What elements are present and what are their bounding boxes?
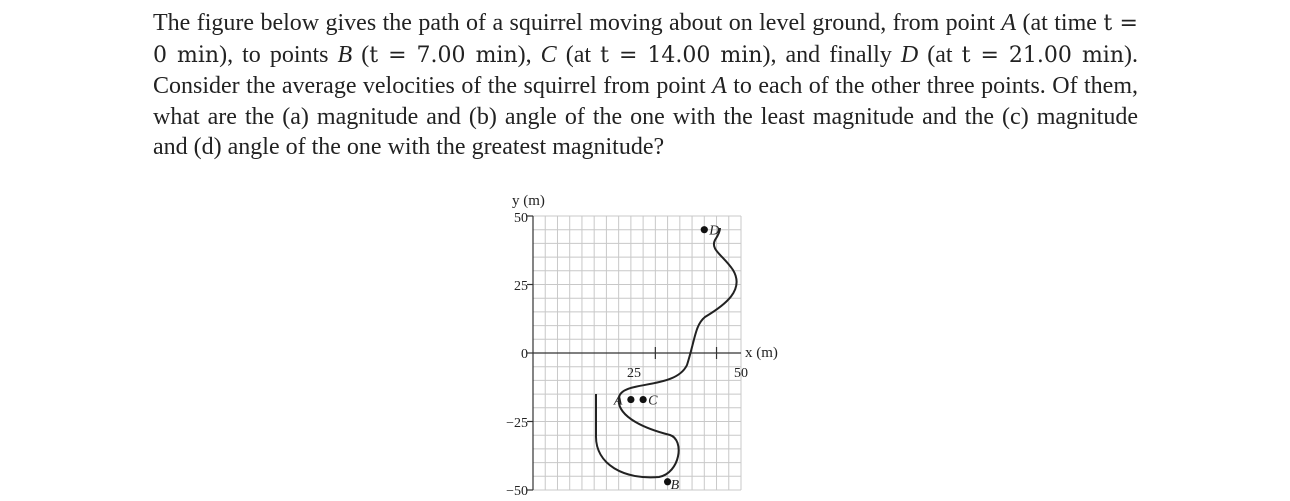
y-tick-neg50: −50 [506, 484, 528, 496]
problem-statement [153, 8, 1138, 163]
point-a-marker [627, 396, 634, 403]
point-d-label: D [709, 223, 720, 239]
point-a-label: A [613, 393, 623, 409]
point-c-label: C [648, 393, 658, 409]
problem-text: (at time [1016, 10, 1104, 36]
problem-text: (at [918, 41, 962, 68]
y-tick-neg25: −25 [506, 416, 528, 431]
point-d-marker [701, 226, 708, 233]
problem-text: ), [517, 41, 541, 68]
problem-text: ), and finally [762, 41, 901, 68]
point-a-ref: A [712, 73, 727, 99]
time-b: t = 7.00 min [369, 42, 518, 68]
point-a-ref: A [1001, 10, 1017, 36]
x-axis-label: x (m) [745, 345, 778, 361]
y-tick-0: 0 [521, 347, 528, 362]
problem-text: ( [352, 41, 370, 68]
time-c: t = 14.00 min [600, 42, 763, 68]
x-tick-50: 50 [734, 366, 748, 381]
y-tick-50: 50 [514, 211, 528, 226]
problem-text: ), to points [219, 41, 338, 68]
point-b-ref: B [337, 41, 353, 68]
x-tick-25: 25 [627, 366, 641, 381]
point-d-ref: D [900, 41, 919, 68]
path-points [613, 224, 720, 493]
path-plot [495, 190, 815, 496]
squirrel-path-figure [495, 190, 815, 496]
problem-text: to each of the other three points. Of them, what are the (a) magnitude and (b) angle of the one with the least magnitude and the (c) magnitude and (d) angle of the one with the greatest magnitude? [153, 73, 1138, 160]
y-axis-label: y (m) [512, 193, 545, 209]
point-c-marker [640, 396, 647, 403]
time-d: t = 21.00 min [961, 42, 1125, 68]
time-a: t = 0 min [153, 11, 1138, 68]
point-b-label: B [670, 477, 680, 493]
problem-text: The figure below gives the path of a squirrel moving about on level ground, from point [153, 10, 1002, 36]
point-c-ref: C [540, 41, 557, 68]
y-tick-25: 25 [514, 279, 528, 294]
problem-text: (at [556, 41, 601, 68]
problem-text: ). Consider the average velocities of the squirrel from point [153, 41, 1139, 99]
